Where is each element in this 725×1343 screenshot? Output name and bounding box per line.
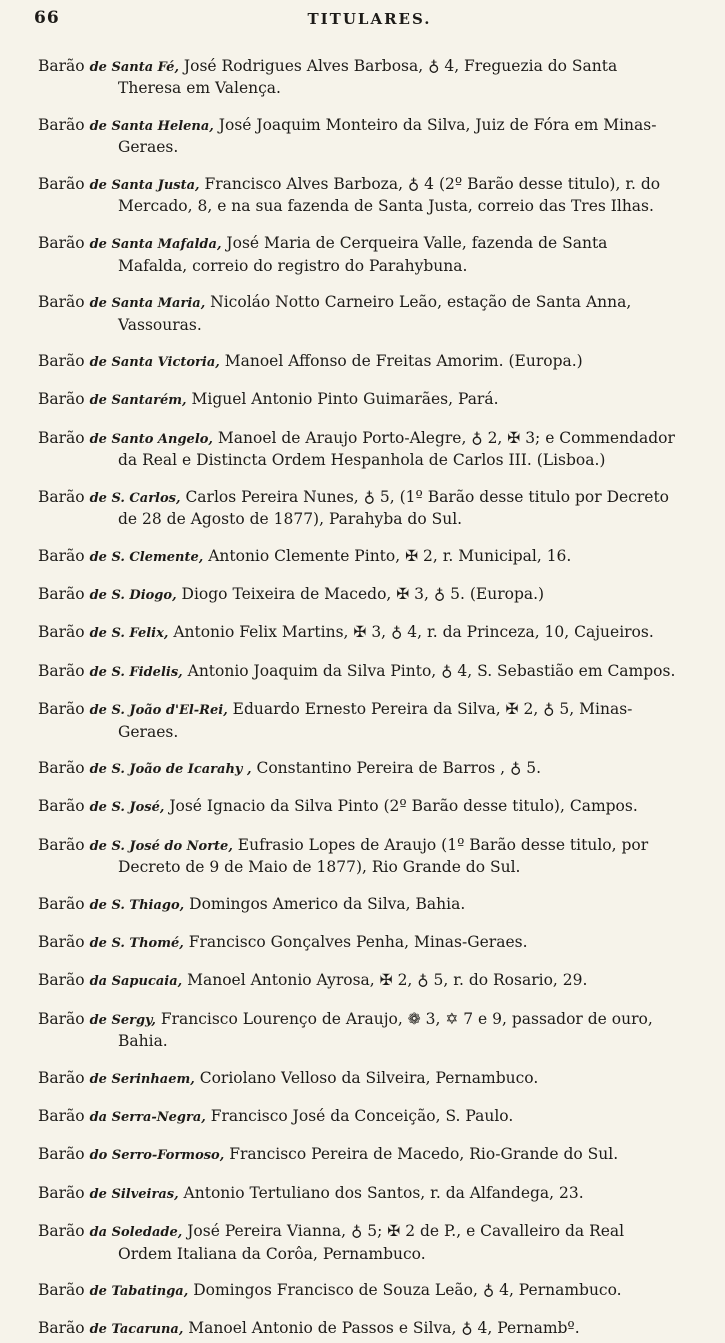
list-item: [38, 1221, 677, 1265]
entry-text: José Maria de Cerqueira Valle, fazenda de Santa Mafalda, correio do registro do Parahybuna.: [118, 233, 608, 275]
list-item: [38, 233, 677, 277]
entry-title: de Sergy,: [89, 1012, 156, 1028]
entry-list: [38, 40, 677, 1343]
entry-prefix: Barão: [38, 699, 85, 718]
entry-title: de S. João de Icarahy ,: [89, 762, 252, 778]
list-item: [38, 1280, 677, 1303]
entry-title: de S. Felix,: [89, 626, 169, 642]
entry-title: de Santa Helena,: [89, 118, 214, 134]
list-item: [38, 174, 677, 218]
entry-prefix: Barão: [38, 174, 85, 193]
entry-title: da Sapucaia,: [89, 974, 183, 990]
entry-text: Francisco Lourenço de Araujo, ❁ 3, ✡ 7 e 9, passador de ouro, Bahia.: [118, 1009, 653, 1051]
list-item: [38, 389, 677, 412]
entry-prefix: Barão: [38, 835, 85, 854]
list-item: [38, 970, 677, 993]
entry-text: Coriolano Velloso da Silveira, Pernambuco.: [199, 1068, 539, 1087]
entry-text: Eduardo Ernesto Pereira da Silva, ✠ 2, ♁ 5, Minas-Geraes.: [118, 699, 633, 741]
list-item: [38, 796, 677, 819]
list-item: [38, 56, 677, 100]
entry-title: de Tacaruna,: [89, 1322, 184, 1338]
list-item: [38, 1318, 677, 1341]
page-header: [34, 8, 705, 36]
entry-text: Francisco José da Conceição, S. Paulo.: [210, 1107, 514, 1125]
entry-title: de Santa Maria,: [89, 295, 206, 311]
entry-text: Diogo Teixeira de Macedo, ✠ 3, ♁ 5. (Europa.): [181, 585, 545, 604]
entry-text: Domingos Francisco de Souza Leão, ♁ 4, Pernambuco.: [193, 1280, 622, 1299]
entry-text: Manoel Antonio de Passos e Silva, ♁ 4, Pernambº.: [188, 1319, 580, 1338]
entry-text: Francisco Pereira de Macedo, Rio-Grande do Sul.: [229, 1145, 619, 1164]
entry-text: Manoel de Araujo Porto-Alegre, ♁ 2, ✠ 3; e Commendador da Real e Distincta Ordem Hespanhola de Carlos III. (Lisboa.): [118, 428, 675, 470]
entry-title: de Serinhaem,: [89, 1071, 195, 1087]
entry-text: Constantino Pereira de Barros , ♁ 5.: [256, 759, 542, 778]
entry-prefix: Barão: [38, 390, 85, 409]
list-item: [38, 622, 677, 645]
entry-title: de S. Clemente,: [89, 549, 204, 565]
entry-text: Miguel Antonio Pinto Guimarães, Pará.: [191, 390, 499, 409]
entry-title: de S. Fidelis,: [89, 664, 183, 680]
entry-title: de Santa Justa,: [89, 177, 200, 193]
entry-prefix: Barão: [38, 428, 85, 447]
entry-prefix: Barão: [38, 115, 85, 134]
list-item: [38, 661, 677, 684]
entry-text: Manoel Affonso de Freitas Amorim. (Europa.): [224, 351, 583, 370]
entry-title: de S. Carlos,: [89, 490, 181, 506]
entry-title: de Santa Fé,: [89, 59, 179, 75]
entry-prefix: Barão: [38, 759, 85, 778]
list-item: [38, 835, 677, 879]
entry-title: de S. José,: [89, 800, 165, 816]
entry-text: José Pereira Vianna, ♁ 5; ✠ 2 de P., e Cavalleiro da Real Ordem Italiana da Corôa, Pernambuco.: [118, 1221, 625, 1263]
entry-prefix: Barão: [38, 933, 85, 952]
entry-text: Eufrasio Lopes de Araujo (1º Barão desse titulo, por Decreto de 9 de Maio de 1877), Rio Grande do Sul.: [118, 835, 649, 877]
entry-text: José Ignacio da Silva Pinto (2º Barão desse titulo), Campos.: [169, 797, 638, 816]
list-item: [38, 758, 677, 781]
entry-prefix: Barão: [38, 1068, 85, 1087]
list-item: [38, 428, 677, 472]
entry-prefix: Barão: [38, 1009, 85, 1028]
entry-prefix: Barão: [38, 546, 85, 565]
list-item: [38, 351, 677, 374]
entry-text: José Joaquim Monteiro da Silva, Juiz de Fóra em Minas-Geraes.: [118, 115, 657, 157]
list-item: [38, 115, 677, 159]
entry-prefix: Barão: [38, 233, 85, 252]
entry-text: Domingos Americo da Silva, Bahia.: [189, 894, 466, 913]
entry-title: de S. João d'El-Rei,: [89, 702, 228, 718]
entry-title: de Tabatinga,: [89, 1283, 189, 1299]
list-item: [38, 1068, 677, 1091]
entry-prefix: Barão: [38, 1107, 85, 1125]
entry-title: da Soledade,: [89, 1224, 183, 1240]
entry-title: de Santa Victoria,: [89, 354, 220, 370]
list-item: [38, 894, 677, 917]
entry-prefix: Barão: [38, 971, 85, 990]
list-item: [38, 1106, 677, 1129]
entry-prefix: Barão: [38, 894, 85, 913]
entry-title: de Santo Angelo,: [89, 431, 213, 447]
entry-title: de S. José do Norte,: [89, 838, 233, 854]
entry-title: de S. Thomé,: [89, 936, 184, 952]
list-item: [38, 292, 677, 336]
entry-prefix: Barão: [38, 1145, 85, 1164]
entry-title: de Santa Mafalda,: [89, 236, 222, 252]
entry-text: Antonio Tertuliano dos Santos, r. da Alfandega, 23.: [183, 1183, 584, 1202]
entry-text: Nicoláo Notto Carneiro Leão, estação de Santa Anna, Vassouras.: [118, 292, 632, 334]
list-item: [38, 932, 677, 955]
entry-prefix: Barão: [38, 1221, 85, 1240]
entry-title: de S. Thiago,: [89, 897, 185, 913]
entry-title: de S. Diogo,: [89, 588, 177, 604]
entry-text: José Rodrigues Alves Barbosa, ♁ 4, Freguezia do Santa Theresa em Valença.: [118, 56, 618, 98]
running-title: TITULARES.: [307, 10, 432, 28]
entry-text: Carlos Pereira Nunes, ♁ 5, (1º Barão desse titulo por Decreto de 28 de Agosto de 1877), Parahyba do Sul.: [118, 487, 670, 529]
entry-title: de Silveiras,: [89, 1186, 179, 1202]
entry-prefix: Barão: [38, 1183, 85, 1202]
entry-prefix: Barão: [38, 1319, 85, 1338]
entry-prefix: Barão: [38, 292, 85, 311]
list-item: [38, 1183, 677, 1206]
entry-text: Antonio Felix Martins, ✠ 3, ♁ 4, r. da Princeza, 10, Cajueiros.: [173, 623, 654, 642]
list-item: [38, 584, 677, 607]
list-item: [38, 1009, 677, 1053]
list-item: [38, 487, 677, 531]
entry-title: do Serro-Formoso,: [89, 1148, 225, 1164]
entry-text: Antonio Joaquim da Silva Pinto, ♁ 4, S. Sebastião em Campos.: [187, 661, 676, 680]
entry-title: de Santarém,: [89, 393, 187, 409]
list-item: [38, 1144, 677, 1167]
entry-text: Francisco Alves Barboza, ♁ 4 (2º Barão desse titulo), r. do Mercado, 8, e na sua fazenda de Santa Justa, correio das Tres Ilhas.: [118, 174, 661, 216]
list-item: [38, 699, 677, 743]
entry-text: Antonio Clemente Pinto, ✠ 2, r. Municipal, 16.: [208, 546, 572, 565]
entry-prefix: Barão: [38, 585, 85, 604]
entry-prefix: Barão: [38, 351, 85, 370]
entry-text: Francisco Gonçalves Penha, Minas-Geraes.: [188, 933, 528, 952]
entry-prefix: Barão: [38, 56, 85, 75]
entry-prefix: Barão: [38, 487, 85, 506]
entry-prefix: Barão: [38, 1280, 85, 1299]
entry-text: Manoel Antonio Ayrosa, ✠ 2, ♁ 5, r. do Rosario, 29.: [187, 971, 588, 990]
entry-prefix: Barão: [38, 623, 85, 642]
page-number: 66: [34, 8, 60, 28]
entry-prefix: Barão: [38, 797, 85, 816]
entry-prefix: Barão: [38, 661, 85, 680]
list-item: [38, 546, 677, 569]
entry-title: da Serra-Negra,: [89, 1110, 206, 1125]
